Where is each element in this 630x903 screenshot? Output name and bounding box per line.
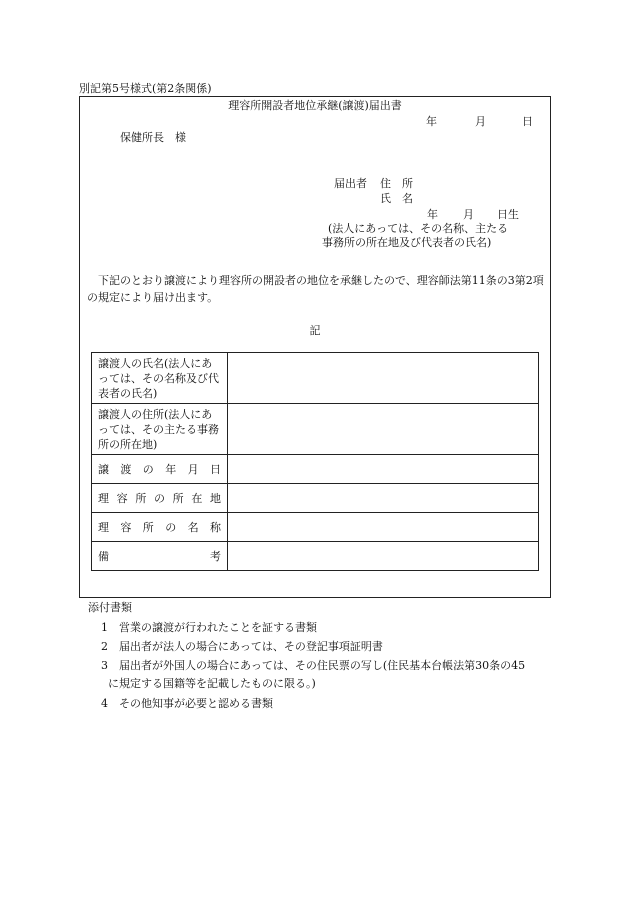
row-value-transferor-address[interactable]	[228, 404, 539, 455]
table-row	[92, 353, 539, 404]
row-value-shop-name[interactable]	[228, 513, 539, 542]
row-label-transferor-name: 譲渡人の氏名(法人にあっては、その名称及び代表者の氏名)	[92, 353, 228, 404]
table-row	[92, 404, 539, 455]
row-label-transferor-address: 譲渡人の住所(法人にあっては、その主たる事務所の所在地)	[92, 404, 228, 455]
addressee: 保健所長 様	[120, 131, 186, 144]
row-label-remarks: 備考	[98, 549, 221, 563]
date-month: 月	[475, 115, 486, 128]
notifier-note-line2: 事務所の所在地及び代表者の氏名)	[322, 236, 492, 249]
form-title: 理容所開設者地位承継(譲渡)届出書	[228, 99, 402, 112]
date-year: 年	[426, 115, 437, 128]
notifier-label: 届出者	[334, 177, 367, 190]
table-row	[92, 513, 539, 542]
row-value-transfer-date[interactable]	[228, 455, 539, 484]
body-text: 下記のとおり譲渡により理容所の開設者の地位を承継したので、理容師法第11条の3第2項の規定により届け出ます。	[87, 274, 544, 304]
attachment-text-continued: に規定する国籍等を記載したものに限る。)	[108, 677, 316, 690]
form-reference: 別記第5号様式(第2条関係)	[79, 82, 212, 95]
table-row	[92, 484, 539, 513]
row-value-remarks[interactable]	[228, 542, 539, 571]
attachment-text: 届出者が法人の場合にあっては、その登記事項証明書	[119, 640, 383, 653]
attachments-heading: 添付書類	[88, 601, 132, 614]
birth-month: 月	[463, 208, 474, 221]
table-row	[92, 542, 539, 571]
notifier-address-label: 住 所	[380, 177, 413, 190]
notifier-name-label: 氏 名	[380, 192, 413, 205]
row-label-shop-location: 理容所の所在地	[98, 491, 221, 505]
attachment-num: 1	[101, 621, 108, 634]
attachment-num: 3	[101, 659, 108, 672]
table-row	[92, 455, 539, 484]
birth-day: 日生	[497, 208, 519, 221]
attachment-num: 4	[101, 697, 108, 710]
attachment-text: 届出者が外国人の場合にあっては、その住民票の写し(住民基本台帳法第30条の45	[119, 659, 526, 672]
attachment-num: 2	[101, 640, 108, 653]
row-value-shop-location[interactable]	[228, 484, 539, 513]
row-value-transferor-name[interactable]	[228, 353, 539, 404]
row-label-transfer-date: 譲渡の年月日	[98, 462, 221, 476]
notifier-note-line1: (法人にあっては、その名称、主たる	[328, 222, 509, 235]
detail-table	[91, 352, 539, 571]
ki-heading: 記	[309, 324, 321, 337]
row-label-shop-name: 理容所の名称	[98, 520, 221, 534]
birth-year: 年	[427, 208, 438, 221]
attachment-text: その他知事が必要と認める書類	[119, 697, 273, 710]
date-day: 日	[522, 115, 533, 128]
attachment-text: 営業の譲渡が行われたことを証する書類	[119, 621, 317, 634]
